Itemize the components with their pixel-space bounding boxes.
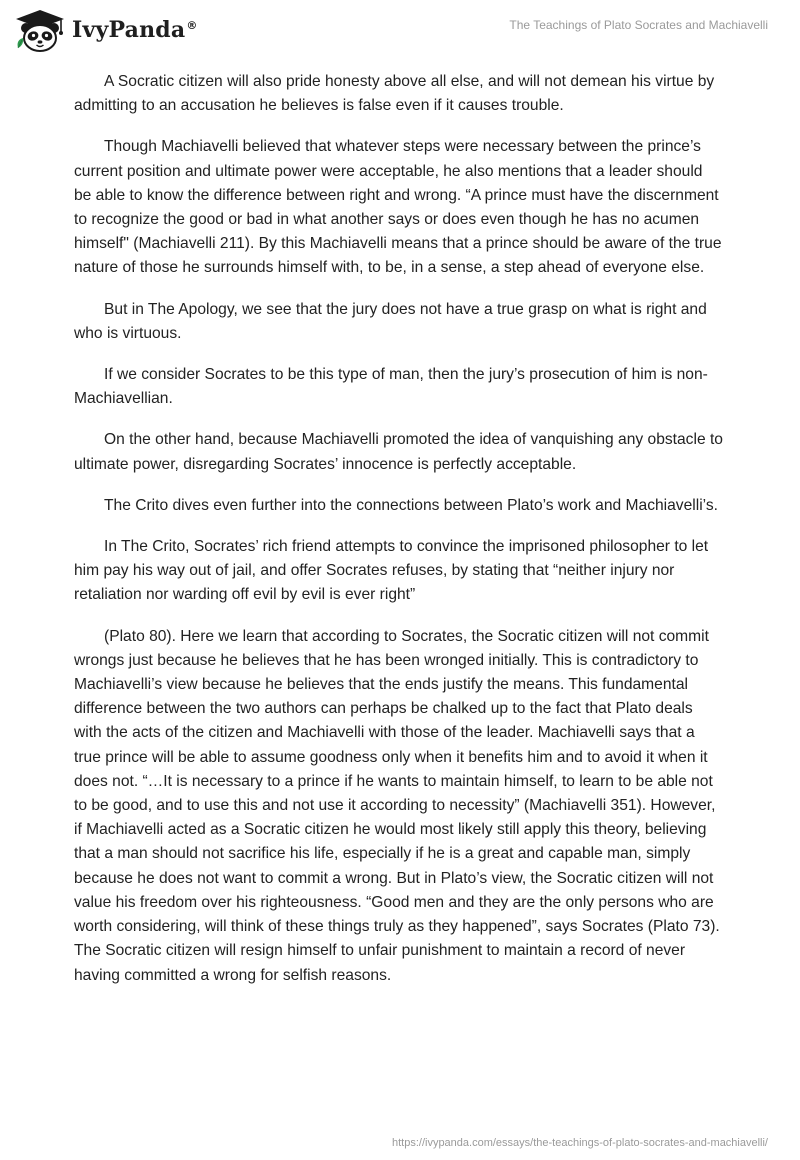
- brand-name-text: IvyPanda: [72, 17, 186, 43]
- document-title: The Teachings of Plato Socrates and Machiavelli: [509, 18, 768, 32]
- brand-name: [72, 17, 198, 43]
- paragraph: (Plato 80). Here we learn that according to Socrates, the Socratic citizen will not commit wrongs just because he believes that he has been wronged initially. This is contradictory to Machiavelli’s view because he believes that the ends justify the means. This fundamental difference between the two authors can perhaps be chalked up to the fact that Plato deals with the acts of the citizen and Machiavelli with those of the leader. Machiavelli says that a true prince will be able to assume goodness only when it benefits him and to avoid it when it does not. “…It is necessary to a prince if he wants to maintain himself, to learn to be able not to be good, and to use this and not use it according to necessity” (Machiavelli 351). However, if Machiavelli acted as a Socratic citizen he would most likely still apply this theory, believing that a man should not sacrifice his life, especially if he is a great and capable man, simply because he does not want to commit a wrong. But in Plato’s view, the Socratic citizen will not value his freedom over his righteousness. “Good men and they are the only persons who are worth considering, will think of these things truly as they happened”, says Socrates (Plato 73). The Socratic citizen will resign himself to unfair punishment to maintain a record of never having committed a wrong for selfish reasons.: [74, 627, 720, 984]
- panda-graduate-icon: [14, 8, 66, 52]
- source-url[interactable]: https://ivypanda.com/essays/the-teachings-of-plato-socrates-and-machiavelli/: [391, 1137, 768, 1149]
- paragraph: Though Machiavelli believed that whatever steps were necessary between the prince’s current position and ultimate power were acceptable, he also mentions that a leader should be able to know the difference between right and wrong. “A prince must have the discernment to recognize the good or bad in what another says or does even though he has no acumen himself" (Machiavelli 211). By this Machiavelli means that a prince should be aware of the true nature of those he surrounds himself with, to be, in a sense, a step ahead of everyone else.: [74, 138, 722, 277]
- page-header: [0, 0, 800, 62]
- paragraph: The Crito dives even further into the connections between Plato’s work and Machiavelli’s.: [104, 496, 718, 514]
- ivypanda-logo[interactable]: [14, 8, 198, 52]
- paragraph: In The Crito, Socrates’ rich friend attempts to convince the imprisoned philosopher to let him pay his way out of jail, and offer Socrates refuses, by stating that “neither injury nor retaliation nor warding off evil by evil is ever right”: [74, 538, 709, 604]
- essay-body: [74, 70, 724, 1005]
- registered-mark: ®: [186, 18, 198, 32]
- paragraph: If we consider Socrates to be this type of man, then the jury’s prosecution of him is non-Machiavellian.: [74, 366, 708, 408]
- paragraph: On the other hand, because Machiavelli promoted the idea of vanquishing any obstacle to ultimate power, disregarding Socrates’ innocence is perfectly acceptable.: [74, 431, 723, 473]
- paragraph: But in The Apology, we see that the jury does not have a true grasp on what is right and who is virtuous.: [74, 300, 707, 342]
- paragraph: A Socratic citizen will also pride honesty above all else, and will not demean his virtue by admitting to an accusation he believes is false even if it causes trouble.: [74, 73, 715, 115]
